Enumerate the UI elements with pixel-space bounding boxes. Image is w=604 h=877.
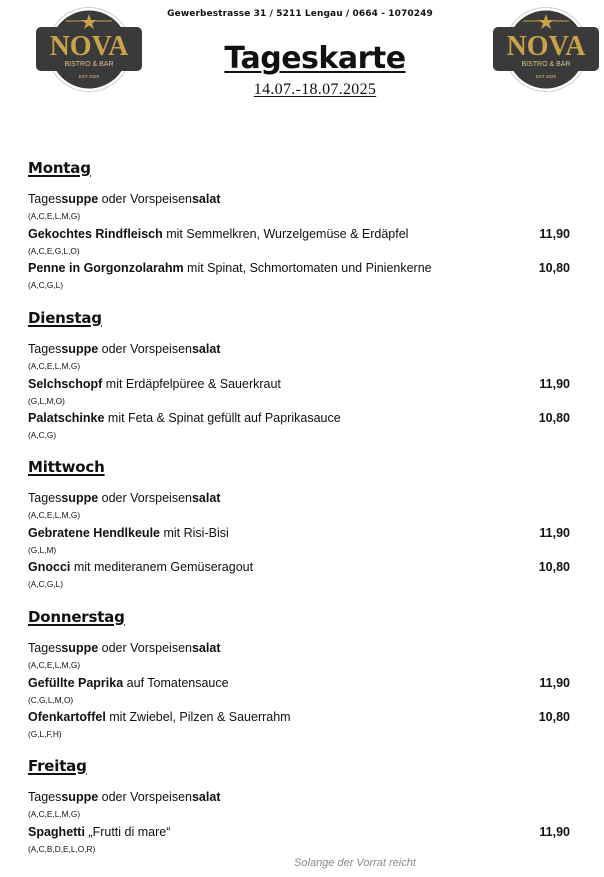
dish-text: oder Vorspeisen — [98, 491, 192, 505]
allergen-codes: (G,L,M) — [28, 544, 57, 555]
dish-price: 11,90 — [539, 525, 570, 540]
dish-description — [28, 227, 578, 241]
dish-description — [28, 641, 578, 655]
dish-text: Tages — [28, 342, 62, 356]
logo-subtitle: BISTRO & BAR — [64, 61, 114, 68]
restaurant-address: Gewerbestrasse 31 / 5211 Lengau / 0664 - 1070249 — [167, 9, 433, 19]
logo-subtitle: BISTRO & BAR — [521, 61, 571, 68]
dish-text: auf Tomatensauce — [123, 675, 229, 690]
dish-price: 10,80 — [538, 710, 570, 725]
dish-highlight: salat — [191, 491, 221, 505]
allergen-codes: (A,C,G,L) — [28, 280, 64, 291]
menu-item — [28, 186, 578, 221]
nova-logo-graphic — [36, 7, 142, 92]
allergen-codes: (G,L,F,H) — [28, 729, 62, 740]
day-section-mittwoch — [28, 457, 578, 589]
dish-highlight: suppe — [61, 192, 99, 206]
dish-highlight: Penne in Gorgonzolarahm — [28, 261, 184, 276]
dish-text: Tages — [28, 192, 62, 206]
day-title: Montag — [28, 159, 91, 177]
allergen-codes: (G,L,M,O) — [28, 395, 65, 406]
menu-item — [28, 221, 578, 256]
menu-item — [28, 670, 578, 705]
day-section-donnerstag — [28, 607, 578, 739]
dish-text: mit Spinat, Schmortomaten und Pinienkerne — [183, 261, 432, 276]
day-section-montag — [28, 158, 578, 290]
dish-text: mit Semmelkren, Wurzelgemüse & Erdäpfel — [162, 226, 409, 241]
dish-highlight: Ofenkartoffel — [28, 710, 106, 725]
dish-description — [28, 710, 578, 724]
menu-item — [28, 255, 578, 290]
nova-logo-left — [36, 7, 142, 92]
dish-text: mit Zwiebel, Pilzen & Sauerrahm — [105, 710, 291, 725]
menu-item — [28, 405, 578, 440]
dish-description — [28, 192, 578, 206]
dish-text: Tages — [28, 491, 62, 505]
nova-logo-right — [493, 7, 599, 92]
dish-price: 11,90 — [539, 675, 570, 690]
dish-highlight: suppe — [61, 491, 99, 505]
dish-text: mit Erdäpfelpüree & Sauerkraut — [102, 376, 281, 391]
dish-text: mit Risi-Bisi — [160, 525, 229, 540]
page-title: Tageskarte — [224, 41, 406, 76]
dish-text: oder Vorspeisen — [98, 790, 192, 804]
dish-description — [28, 377, 578, 391]
dish-text: Tages — [28, 790, 62, 804]
allergen-codes: (A,C,E,L,M,G) — [28, 361, 81, 371]
dish-description — [28, 261, 578, 275]
dish-highlight: Gekochtes Rindfleisch — [28, 226, 163, 241]
dish-highlight: Gefüllte Paprika — [28, 675, 124, 690]
dish-description — [28, 411, 578, 425]
dish-description — [28, 526, 578, 540]
allergen-codes: (C,G,L,M,O) — [28, 694, 74, 705]
menu-item — [28, 635, 578, 670]
allergen-codes: (A,C,E,G,L,O) — [28, 245, 80, 256]
dish-text: mit Feta & Spinat gefüllt auf Paprikasauce — [104, 411, 341, 426]
allergen-codes: (A,C,E,L,M,G) — [28, 211, 81, 221]
day-section-freitag — [28, 756, 578, 853]
dish-description — [28, 560, 578, 574]
logo-est: EST 2025 — [536, 74, 556, 79]
dish-description — [28, 790, 578, 804]
dish-highlight: Gebratene Hendlkeule — [28, 525, 160, 540]
menu-item — [28, 520, 578, 555]
menu-item — [28, 704, 578, 739]
day-title: Donnerstag — [28, 608, 125, 626]
dish-highlight: salat — [191, 342, 221, 356]
day-section-dienstag — [28, 308, 578, 440]
allergen-codes: (A,C,E,L,M,G) — [28, 510, 81, 520]
dish-text: oder Vorspeisen — [98, 641, 192, 655]
day-title: Mittwoch — [28, 458, 105, 476]
allergen-codes: (A,C,B,D,E,L,O,R) — [28, 843, 96, 854]
day-title: Freitag — [28, 757, 87, 775]
dish-text: mit mediteranem Gemüseragout — [70, 560, 254, 575]
dish-description — [28, 825, 578, 839]
date-range: 14.07.-18.07.2025 — [253, 81, 377, 98]
menu-item — [28, 371, 578, 406]
menu-item — [28, 485, 578, 520]
menu-item — [28, 554, 578, 589]
dish-text: Tages — [28, 641, 62, 655]
dish-price: 10,80 — [538, 411, 570, 426]
dish-highlight: salat — [191, 641, 221, 655]
dish-description — [28, 491, 578, 505]
logo-est: EST 2025 — [79, 74, 99, 79]
dish-price: 11,90 — [539, 824, 570, 839]
dish-highlight: suppe — [61, 790, 99, 804]
dish-price: 11,90 — [539, 376, 570, 391]
logo-name: NOVA — [506, 31, 586, 62]
dish-description — [28, 342, 578, 356]
dish-highlight: suppe — [61, 342, 99, 356]
dish-highlight: salat — [191, 192, 221, 206]
day-title: Dienstag — [28, 309, 102, 327]
dish-text: „Frutti di mare“ — [84, 824, 171, 839]
footer-note: Solange der Vorrat reicht — [294, 857, 416, 869]
menu-item — [28, 819, 578, 854]
dish-price: 11,90 — [539, 226, 570, 241]
logo-name: NOVA — [49, 31, 129, 62]
dish-price: 10,80 — [538, 560, 570, 575]
dish-highlight: Gnocci — [28, 560, 71, 575]
menu-item — [28, 336, 578, 371]
allergen-codes: (A,C,E,L,M,G) — [28, 809, 81, 819]
menu-item — [28, 784, 578, 819]
dish-highlight: Selchschopf — [28, 376, 103, 391]
nova-logo-graphic — [493, 7, 599, 92]
dish-text: oder Vorspeisen — [98, 342, 192, 356]
allergen-codes: (A,C,E,L,M,G) — [28, 660, 81, 670]
dish-highlight: Spaghetti — [28, 824, 85, 839]
dish-highlight: suppe — [61, 641, 99, 655]
dish-description — [28, 676, 578, 690]
dish-text: oder Vorspeisen — [98, 192, 192, 206]
dish-highlight: salat — [191, 790, 221, 804]
allergen-codes: (A,C,G) — [28, 430, 57, 441]
dish-price: 10,80 — [538, 261, 570, 276]
dish-highlight: Palatschinke — [28, 411, 105, 426]
allergen-codes: (A,C,G,L) — [28, 579, 64, 590]
